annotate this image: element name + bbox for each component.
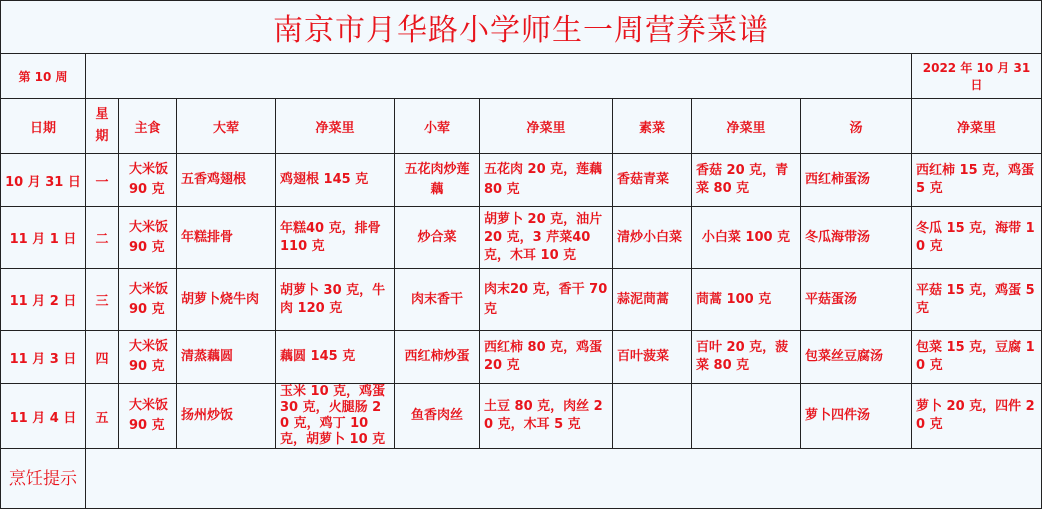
soup-qty: 西红柿 15 克，鸡蛋 5 克 [912, 154, 1042, 207]
small-meat-dish: 炒合菜 [395, 207, 480, 269]
soup-qty: 平菇 15 克，鸡蛋 5 克 [912, 269, 1042, 331]
soup-dish: 西红柿蛋汤 [801, 154, 912, 207]
veg-dish: 香菇青菜 [613, 154, 692, 207]
veg-qty: 香菇 20 克，青菜 80 克 [692, 154, 801, 207]
header-cell: 净菜里 [480, 99, 613, 154]
veg-dish: 清炒小白菜 [613, 207, 692, 269]
header-cell: 主食 [119, 99, 177, 154]
soup-dish: 冬瓜海带汤 [801, 207, 912, 269]
big-meat-qty: 鸡翅根 145 克 [276, 154, 395, 207]
header-cell: 素菜 [613, 99, 692, 154]
table-row [1, 207, 1042, 269]
header-cell: 日期 [1, 99, 86, 154]
header-cell: 净菜里 [692, 99, 801, 154]
header-cell: 小荤 [395, 99, 480, 154]
table-row [1, 331, 1042, 384]
small-meat-qty: 肉末20 克，香干 70 克 [480, 269, 613, 331]
table-row [1, 269, 1042, 331]
small-meat-dish: 鱼香肉丝 [395, 384, 480, 449]
small-meat-qty: 土豆 80 克，肉丝 20 克，木耳 5 克 [480, 384, 613, 449]
table-row [1, 154, 1042, 207]
staple-food: 大米饭 90 克 [119, 331, 177, 384]
veg-dish: 蒜泥茼蒿 [613, 269, 692, 331]
veg-dish: 百叶菠菜 [613, 331, 692, 384]
big-meat-dish: 扬州炒饭 [177, 384, 276, 449]
small-meat-dish: 肉末香干 [395, 269, 480, 331]
small-meat-dish: 西红柿炒蛋 [395, 331, 480, 384]
header-row [1, 99, 1042, 154]
day-weekday: 三 [86, 269, 119, 331]
header-cell: 净菜里 [912, 99, 1042, 154]
veg-qty: 小白菜 100 克 [692, 207, 801, 269]
big-meat-dish: 清蒸藕圆 [177, 331, 276, 384]
veg-qty [692, 384, 801, 449]
small-meat-qty: 胡萝卜 20 克，油片 20 克，3 芹菜40 克，木耳 10 克 [480, 207, 613, 269]
big-meat-dish: 胡萝卜烧牛肉 [177, 269, 276, 331]
soup-qty: 冬瓜 15 克，海带 10 克 [912, 207, 1042, 269]
cooking-tips-label: 烹饪提示 [1, 449, 86, 509]
header-cell: 星期 [86, 99, 119, 154]
staple-food: 大米饭 90 克 [119, 269, 177, 331]
soup-qty: 萝卜 20 克，四件 20 克 [912, 384, 1042, 449]
day-date: 11 月 4 日 [1, 384, 86, 449]
day-date: 11 月 1 日 [1, 207, 86, 269]
small-meat-dish: 五花肉炒莲藕 [395, 154, 480, 207]
header-cell: 净菜里 [276, 99, 395, 154]
day-weekday: 四 [86, 331, 119, 384]
header-cell: 大荤 [177, 99, 276, 154]
big-meat-qty: 玉米 10 克，鸡蛋 30 克，火腿肠 20 克，鸡丁 10 克，胡萝卜 10 克 [276, 384, 395, 449]
soup-dish: 萝卜四件汤 [801, 384, 912, 449]
staple-food: 大米饭 90 克 [119, 207, 177, 269]
page-title: 南京市月华路小学师生一周营养菜谱 [1, 1, 1042, 54]
soup-qty: 包菜 15 克，豆腐 10 克 [912, 331, 1042, 384]
day-date: 11 月 3 日 [1, 331, 86, 384]
table-row [1, 384, 1042, 449]
small-meat-qty: 西红柿 80 克，鸡蛋 20 克 [480, 331, 613, 384]
veg-dish [613, 384, 692, 449]
big-meat-qty: 胡萝卜 30 克，牛肉 120 克 [276, 269, 395, 331]
header-cell: 汤 [801, 99, 912, 154]
day-weekday: 一 [86, 154, 119, 207]
day-weekday: 五 [86, 384, 119, 449]
day-date: 10 月 31 日 [1, 154, 86, 207]
day-weekday: 二 [86, 207, 119, 269]
big-meat-qty: 年糕40 克，排骨 110 克 [276, 207, 395, 269]
staple-food: 大米饭 90 克 [119, 154, 177, 207]
soup-dish: 平菇蛋汤 [801, 269, 912, 331]
big-meat-dish: 年糕排骨 [177, 207, 276, 269]
veg-qty: 百叶 20 克，菠菜 80 克 [692, 331, 801, 384]
week-label: 第 10 周 [1, 54, 86, 99]
soup-dish: 包菜丝豆腐汤 [801, 331, 912, 384]
date-label: 2022 年 10 月 31 日 [912, 54, 1042, 99]
small-meat-qty: 五花肉 20 克，莲藕 80 克 [480, 154, 613, 207]
day-date: 11 月 2 日 [1, 269, 86, 331]
big-meat-dish: 五香鸡翅根 [177, 154, 276, 207]
veg-qty: 茼蒿 100 克 [692, 269, 801, 331]
big-meat-qty: 藕圆 145 克 [276, 331, 395, 384]
staple-food: 大米饭 90 克 [119, 384, 177, 449]
week-blank [86, 54, 912, 99]
